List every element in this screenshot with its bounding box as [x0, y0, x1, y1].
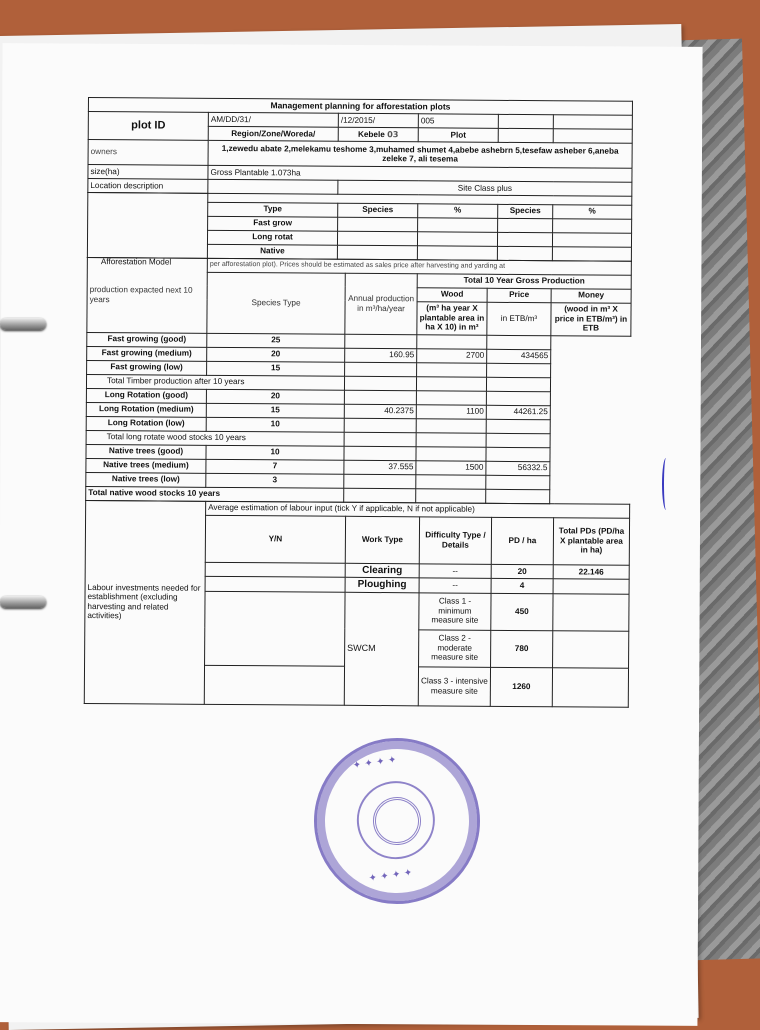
price-header: Price	[487, 288, 551, 302]
production-annual: 10	[206, 417, 344, 432]
wood-header: Wood	[417, 287, 487, 301]
production-species: Long Rotation (medium)	[86, 402, 206, 417]
pen-mark	[662, 458, 670, 510]
money-header: Money	[551, 288, 631, 303]
affor-header: Species	[338, 203, 418, 218]
owners-label: owners	[88, 140, 208, 166]
production-wood: 40.2375	[344, 404, 416, 419]
production-price	[416, 474, 486, 488]
production-wood	[344, 446, 416, 461]
production-wood	[345, 334, 417, 349]
production-wood	[344, 418, 416, 433]
work-total: 22.146	[553, 564, 629, 579]
affor-header: Species	[498, 204, 553, 218]
labour-label: Labour investments needed for establishment (excluding harvesting and related activities)	[84, 500, 205, 704]
production-annual: 20	[207, 347, 345, 362]
labour-header: Difficulty Type / Details	[419, 516, 491, 564]
production-price	[416, 390, 486, 404]
labour-header: Y/N	[205, 515, 345, 563]
production-wood	[344, 432, 416, 447]
money-sub-header: (wood in m³ X price in ETB/m³) in ETB	[551, 302, 631, 336]
swcm-pd: 1260	[490, 667, 552, 706]
production-money	[486, 391, 550, 405]
production-money	[487, 363, 551, 377]
swcm-label: SWCM	[344, 592, 419, 706]
production-price: 1500	[416, 460, 486, 474]
production-annual: 25	[207, 333, 345, 348]
production-species: Fast growing (good)	[87, 332, 207, 347]
management-form	[84, 97, 632, 707]
production-price	[416, 488, 486, 502]
swcm-detail: Class 3 - intensive measure site	[418, 666, 490, 706]
binder-ring-icon	[0, 596, 46, 608]
production-species: Native trees (medium)	[86, 458, 206, 473]
work-pd: 20	[491, 564, 553, 579]
production-species: Long Rotation (low)	[86, 416, 206, 431]
production-price	[416, 446, 486, 460]
official-stamp-icon: ✦ ✦ ✦ ✦ ✦ ✦ ✦ ✦	[303, 727, 490, 914]
affor-type: Fast grow	[208, 216, 338, 231]
production-wood	[344, 488, 416, 503]
production-money	[486, 377, 550, 391]
affor-header: %	[553, 204, 632, 219]
production-label: production expacted next 10 years	[87, 257, 208, 333]
affor-header: Type	[208, 202, 338, 217]
work-pd: 4	[491, 578, 553, 593]
plot-id-label: plot ID	[88, 112, 208, 141]
production-money: 56332.5	[486, 461, 550, 475]
swcm-pd: 450	[491, 593, 553, 630]
swcm-detail: Class 1 - minimum measure site	[419, 592, 491, 630]
production-annual: 10	[206, 445, 344, 460]
size-value: Gross Plantable 1.073ha	[208, 165, 632, 182]
production-money	[486, 433, 550, 447]
kebele-value: 03	[387, 128, 399, 139]
production-total-label: Total long rotate wood stocks 10 years	[86, 430, 344, 446]
production-price	[417, 362, 487, 376]
afforestation-model-label: Afforestation Model	[100, 257, 172, 267]
production-wood	[344, 390, 416, 405]
size-label: size(ha)	[88, 165, 208, 180]
production-price	[416, 376, 486, 390]
work-detail: --	[419, 563, 491, 578]
production-annual: 3	[206, 473, 344, 488]
species-type-header: Species Type	[207, 272, 345, 334]
labour-table	[84, 499, 630, 707]
production-money	[487, 335, 551, 349]
production-money	[486, 475, 550, 489]
production-species: Fast growing (low)	[87, 360, 207, 375]
region-label: Region/Zone/Woreda/	[208, 126, 338, 141]
binder-ring-icon	[0, 318, 46, 330]
production-annual: 15	[207, 361, 345, 376]
production-total-label: Total native wood stocks 10 years	[86, 486, 344, 502]
affor-header: %	[418, 203, 498, 218]
production-price: 1100	[416, 404, 486, 418]
labour-header: Total PDs (PD/ha X plantable area in ha)	[553, 517, 629, 565]
owners-value: 1,zewedu abate 2,melekamu teshome 3,muhamed shumet 4,abebe ashebrn 5,tesefaw asheber 6,aneba zeleke 7, ali tesema	[208, 140, 632, 168]
swcm-detail: Class 2 - moderate measure site	[419, 629, 491, 667]
production-wood	[344, 376, 416, 391]
plot-id-part: AM/DD/31/	[208, 112, 338, 127]
production-money: 44261.25	[486, 405, 550, 419]
work-type: Ploughing	[345, 577, 419, 592]
site-class-value: Site Class plus	[338, 180, 632, 196]
affor-type: Native	[207, 244, 337, 259]
production-annual: 15	[206, 403, 344, 418]
production-money: 434565	[487, 349, 551, 363]
kebele-label: Kebele	[357, 129, 385, 139]
labour-header: Work Type	[345, 516, 419, 564]
production-wood	[345, 362, 417, 377]
production-wood: 37.555	[344, 460, 416, 475]
work-detail: --	[419, 578, 491, 593]
plot-id-part: 005	[418, 114, 498, 129]
production-annual: 20	[206, 389, 344, 404]
affor-type: Long rotat	[207, 230, 337, 245]
production-species: Long Rotation (good)	[86, 388, 206, 403]
production-table	[85, 256, 632, 504]
production-price: 2700	[417, 348, 487, 362]
plot-id-part: /12/2015/	[338, 113, 418, 128]
production-money	[486, 419, 550, 433]
production-money	[486, 489, 550, 503]
production-note: per afforestation plot). Prices should be estimated as sales price after harvesting and yarding at	[207, 258, 631, 275]
labour-note: Average estimation of labour input (tick Y if applicable, N if not applicable)	[206, 501, 630, 518]
production-annual: 7	[206, 459, 344, 474]
location-label: Location description	[88, 179, 208, 194]
production-total-label: Total Timber production after 10 years	[86, 374, 344, 390]
production-money	[486, 447, 550, 461]
price-sub-header: in ETB/m³	[487, 302, 551, 335]
total-gross-header: Total 10 Year Gross Production	[417, 273, 631, 288]
annual-header: Annual production in m³/ha/year	[345, 273, 417, 335]
wood-sub-header: (m³ ha year X plantable area in ha X 10) in m³	[417, 301, 487, 334]
form-title: Management planning for afforestation plots	[88, 98, 632, 116]
kebele-cell	[338, 127, 418, 142]
production-species: Fast growing (medium)	[87, 346, 207, 361]
production-price	[416, 432, 486, 446]
plot-label: Plot	[418, 128, 498, 143]
production-wood	[344, 474, 416, 489]
production-species: Native trees (good)	[86, 444, 206, 459]
work-type: Clearing	[345, 563, 419, 578]
production-wood: 160.95	[345, 348, 417, 363]
swcm-pd: 780	[491, 630, 553, 667]
production-price	[416, 418, 486, 432]
labour-header: PD / ha	[491, 517, 553, 564]
production-species: Native trees (low)	[86, 472, 206, 487]
production-price	[417, 334, 487, 348]
